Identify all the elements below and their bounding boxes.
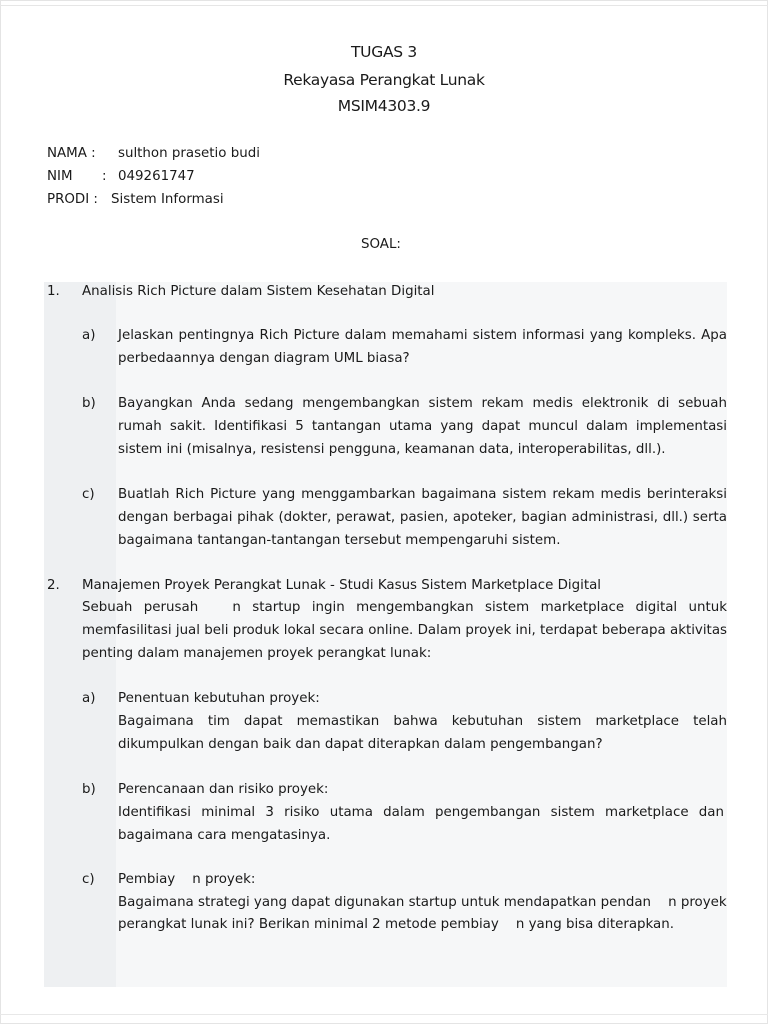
q2a-heading: Penentuan kebutuhan proyek: <box>118 691 320 706</box>
q1a-marker: a) <box>82 328 96 343</box>
q2c-heading: Pembiay n proyek: <box>118 872 256 887</box>
q2b-line-2: bagaimana cara mengatasinya. <box>118 828 331 843</box>
q1c-line-1: Buatlah Rich Picture yang menggambarkan bagaimana sistem rekam medis berinteraksi <box>118 487 727 502</box>
nama-label: NAMA : <box>47 146 96 161</box>
q1c-marker: c) <box>82 487 95 502</box>
q2b-heading: Perencanaan dan risiko proyek: <box>118 782 329 797</box>
course-code: MSIM4303.9 <box>337 97 431 115</box>
q2-intro-line-2: memfasilitasi jual beli produk lokal secara online. Dalam proyek ini, terdapat beberapa aktivitas <box>82 623 727 638</box>
q2-number: 2. <box>47 578 60 593</box>
q1c-line-2: dengan berbagai pihak (dokter, perawat, pasien, apoteker, bagian administrasi, dll.) serta <box>118 510 727 525</box>
document-title: TUGAS 3 <box>351 43 417 61</box>
q1b-line-2: rumah sakit. Identifikasi 5 tantangan utama yang dapat muncul dalam implementasi <box>118 419 727 434</box>
q2c-line-2: perangkat lunak ini? Berikan minimal 2 metode pembiay n yang bisa diterapkan. <box>118 917 675 932</box>
prodi-value: Sistem Informasi <box>111 192 224 207</box>
q2c-line-1: Bagaimana strategi yang dapat digunakan startup untuk mendapatkan pendan n proyek <box>118 895 727 910</box>
soal-heading: SOAL: <box>361 237 401 252</box>
q2a-line-1: Bagaimana tim dapat memastikan bahwa kebutuhan sistem marketplace telah <box>118 714 727 729</box>
q2-title: Manajemen Proyek Perangkat Lunak - Studi Kasus Sistem Marketplace Digital <box>82 578 602 593</box>
nim-colon: : <box>102 169 107 184</box>
q2b-marker: b) <box>82 782 96 797</box>
q1a-line-1: Jelaskan pentingnya Rich Picture dalam memahami sistem informasi yang kompleks. Apa <box>118 328 727 343</box>
nim-label: NIM <box>47 169 73 184</box>
course-name: Rekayasa Perangkat Lunak <box>283 71 485 89</box>
q2-intro-line-3: penting dalam manajemen proyek perangkat lunak: <box>82 646 432 661</box>
q2b-line-1: Identifikasi minimal 3 risiko utama dalam pengembangan sistem marketplace dan <box>118 805 724 820</box>
q2a-marker: a) <box>82 691 96 706</box>
q1-title: Analisis Rich Picture dalam Sistem Kesehatan Digital <box>82 284 435 299</box>
q1b-marker: b) <box>82 396 96 411</box>
q1c-line-3: bagaimana tantangan-tantangan tersebut mempengaruhi sistem. <box>118 533 561 548</box>
q2c-marker: c) <box>82 872 95 887</box>
q1a-line-2: perbedaannya dengan diagram UML biasa? <box>118 351 410 366</box>
q1-number: 1. <box>47 284 60 299</box>
bottom-divider <box>0 1014 768 1015</box>
q2a-line-2: dikumpulkan dengan baik dan dapat diterapkan dalam pengembangan? <box>118 737 603 752</box>
top-divider <box>0 5 768 6</box>
prodi-label: PRODI : <box>47 192 98 207</box>
q1b-line-1: Bayangkan Anda sedang mengembangkan sistem rekam medis elektronik di sebuah <box>118 396 727 411</box>
q1b-line-3: sistem ini (misalnya, resistensi pengguna, keamanan data, interoperabilitas, dll.). <box>118 442 666 457</box>
nama-value: sulthon prasetio budi <box>118 146 260 161</box>
q2-intro-line-1: Sebuah perusah n startup ingin mengembangkan sistem marketplace digital untuk <box>82 600 727 615</box>
nim-value: 049261747 <box>118 169 195 184</box>
